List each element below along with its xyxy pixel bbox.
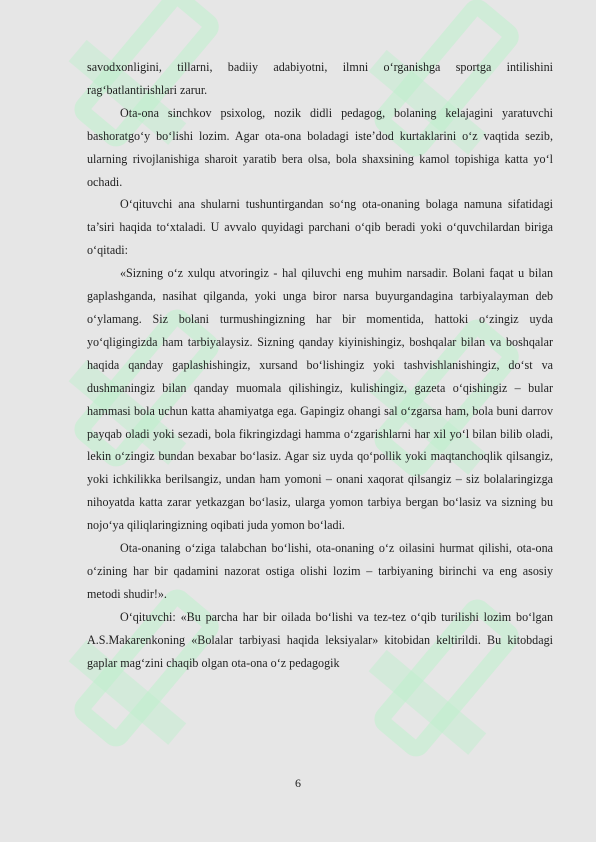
paragraph: O‘qituvchi ana shularni tushuntirgandan so‘ng ota-onaning bolaga namuna sifatidagi ta’siri haqida to‘xtaladi. U avvalo quyidagi parchani o‘qib beradi yoki o‘quvchilardan biriga o‘qitadi: xyxy=(87,197,553,258)
body-text xyxy=(87,56,553,674)
paragraph: Ota-ona sinchkov psixolog, nozik didli pedagog, bolaning kelajagini yaratuvchi bashoratgo‘y bo‘lishi lozim. Agar ota-ona boladagi iste’dod kurtaklarini o‘z vaqtida sezib, ularning rivojlanishiga sharoit yaratib bera olsa, bola shaxsining kamol topishiga katta yo‘l ochadi. xyxy=(87,105,553,189)
paragraph: O‘qituvchi: «Bu parcha har bir oilada bo‘lishi va tez-tez o‘qib turilishi lozim bo‘lgan A.S.Makarenkoning «Bolalar tarbiyasi haqida leksiyalar» kitobidan keltirildi. Bu kitobdagi gaplar mag‘zini chaqib olgan ota-ona o‘z pedagogik xyxy=(87,609,553,670)
page-number: 6 xyxy=(295,776,301,790)
paragraph: savodxonligini, tillarni, badiiy adabiyotni, ilmni o‘rganishga sportga intilishini rag‘batlantirishlari zarur. xyxy=(87,60,553,97)
paragraph: Ota-onaning o‘ziga talabchan bo‘lishi, ota-onaning o‘z oilasini hurmat qilishi, ota-ona o‘zining har bir qadamini nazorat ostiga olishi lozim – tarbiyaning birinchi va eng asosiy metodi shudir!». xyxy=(87,541,553,601)
paragraph-quote: «Sizning o‘z xulqu atvoringiz - hal qiluvchi eng muhim narsadir. Bolani faqat u bilan gaplashganda, nasihat qilganda, yoki unga biror narsa buyurgandagina tarbiyalayman deb o‘ylamang. Siz bolani turmushingizning har bir momentida, hattoki o‘zingiz uyda yo‘qligingizda ham tarbiyalaysiz. Sizning qanday kiyinishingiz, boshqalar bilan va boshqalar haqida qanday gaplashishingiz, xursand bo‘lishingiz yoki tashvishlanishingiz, do‘st va dushmaningiz bilan qanday muomala qilishingiz, kulishingiz, gazeta o‘qishingiz – bular hammasi bola uchun katta ahamiyatga ega. Gapingiz ohangi sal o‘zgarsa ham, bola buni darrov payqab oladi yoki sezadi, bola fikringizdagi hamma o‘zgarishlarni har xil yo‘l bilan bilib oladi, lekin o‘zingiz bundan bexabar bo‘lasiz. Agar siz uyda qo‘pollik yoki maqtanchoqlik qilsangiz, yoki ichkilikka berilsangiz, undan ham yomoni – onani xaqorat qilsangiz – siz bolalaringizga nihoyatda katta zarar yetkazgan bo‘lasiz, ularga yomon tarbiya bergan bo‘lasiz va sizning bu nojo‘ya qiliqlaringizning oqibati juda yomon bo‘ladi. xyxy=(87,266,553,533)
